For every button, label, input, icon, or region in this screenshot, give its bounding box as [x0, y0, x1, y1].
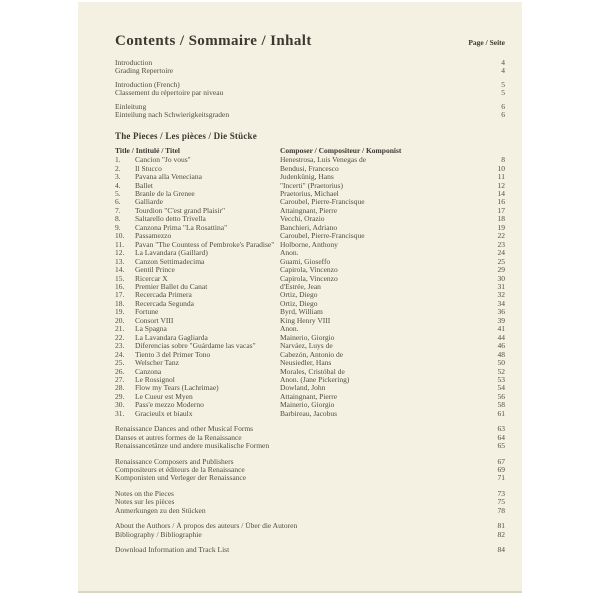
piece-title: La Lavandara Gagliarda [135, 333, 208, 342]
piece-title: Consort VIII [135, 316, 174, 325]
piece-row [115, 317, 505, 325]
piece-number: 14. [115, 265, 125, 275]
toc-group [115, 81, 505, 98]
piece-page: 14 [497, 188, 505, 198]
piece-page: 50 [497, 358, 505, 368]
toc-content [78, 2, 522, 555]
toc-group [115, 546, 505, 554]
toc-row [115, 458, 505, 466]
piece-number: 4. [115, 180, 121, 190]
piece-page: 25 [497, 256, 505, 266]
piece-page: 22 [497, 231, 505, 241]
toc-row-label: Renaissance Dances and other Musical Forms [115, 425, 254, 434]
piece-composer: Guami, Gioseffo [280, 257, 331, 266]
piece-number: 26. [115, 366, 125, 376]
piece-composer: Henestrosa, Luis Venegas de [280, 156, 367, 165]
toc-row [115, 507, 505, 515]
piece-title: Galliarde [135, 198, 163, 207]
piece-page: 41 [497, 324, 505, 334]
piece-title: La Spagna [135, 325, 167, 334]
piece-title: Pavana alla Veneciana [135, 173, 202, 182]
piece-composer: Morales, Cristóbal de [280, 367, 345, 376]
piece-composer: Barbireau, Jacobus [280, 409, 338, 418]
piece-title: Canzon Settimadecima [135, 257, 205, 266]
toc-group [115, 522, 505, 539]
piece-page: 10 [497, 163, 505, 173]
piece-number: 25. [115, 358, 125, 368]
piece-row [115, 249, 505, 257]
piece-composer: Attaingnant, Pierre [280, 392, 338, 401]
piece-composer: Vecchi, Orazio [280, 215, 325, 224]
piece-number: 5. [115, 188, 121, 198]
piece-page: 16 [497, 197, 505, 207]
toc-row-page: 78 [497, 505, 505, 515]
piece-row [115, 258, 505, 266]
piece-row [115, 275, 505, 283]
piece-composer: Mainerio, Giorgio [280, 333, 335, 342]
piece-composer: Ortiz, Diego [280, 291, 318, 300]
piece-composer: Holborne, Anthony [280, 240, 338, 249]
page-title: Contents / Sommaire / Inhalt [115, 33, 312, 49]
toc-group [115, 59, 505, 76]
toc-row-page: 63 [497, 424, 505, 434]
book-page [78, 2, 522, 593]
toc-row-label: Bibliography / Bibliographie [115, 530, 202, 539]
piece-number: 16. [115, 281, 125, 291]
piece-title: Fortune [135, 308, 159, 317]
piece-page: 31 [497, 281, 505, 291]
piece-title: La Lavandara (Gaillard) [135, 249, 208, 258]
piece-composer: Capirola, Vincenzo [280, 274, 338, 283]
toc-group [115, 490, 505, 515]
piece-title: Canzona [135, 367, 162, 376]
toc-row-page: 6 [501, 101, 505, 111]
page-column-label: Page / Seite [468, 38, 505, 47]
piece-title: Canzona Prima "La Rosattina" [135, 223, 228, 232]
piece-title: Branle de la Grenee [135, 189, 195, 198]
piece-page: 36 [497, 307, 505, 317]
piece-row [115, 224, 505, 232]
toc-row-label: Compositeurs et éditeurs de la Renaissance [115, 466, 245, 475]
piece-row [115, 198, 505, 206]
piece-number: 1. [115, 155, 121, 165]
piece-page: 23 [497, 239, 505, 249]
piece-row [115, 393, 505, 401]
piece-title: Ricercar X [135, 274, 168, 283]
piece-title: Passamezzo [135, 232, 172, 241]
pieces-section-heading: The Pieces / Les pièces / Die Stücke [115, 130, 257, 141]
toc-group [115, 103, 505, 120]
piece-page: 29 [497, 265, 505, 275]
piece-title: Recercada Primera [135, 291, 192, 300]
piece-row [115, 173, 505, 181]
piece-page: 54 [497, 383, 505, 393]
piece-title: Pavan "The Countess of Pembroke's Paradise" [135, 240, 275, 249]
toc-row-page: 4 [501, 66, 505, 76]
piece-number: 10. [115, 231, 125, 241]
toc-row-page: 73 [497, 488, 505, 498]
piece-title: Tourdion "C'est grand Plaisir" [135, 206, 226, 215]
front-matter-section [115, 59, 505, 120]
toc-row-label: About the Authors / À propos des auteurs / Über die Autoren [115, 522, 298, 531]
piece-row [115, 342, 505, 350]
piece-row [115, 410, 505, 418]
piece-title: Welscher Tanz [135, 359, 179, 368]
piece-title: Saltarello detto Trivella [135, 215, 206, 224]
piece-composer: Narváez, Luys de [280, 342, 333, 351]
piece-composer: King Henry VIII [280, 316, 331, 325]
column-header-title: Title / Intitulé / Titel [115, 145, 181, 155]
piece-row [115, 368, 505, 376]
toc-row-label: Download Information and Track List [115, 546, 230, 555]
toc-row [115, 490, 505, 498]
piece-title: Le Cueur est Myen [135, 392, 193, 401]
toc-row-page: 81 [497, 521, 505, 531]
toc-row-label: Renaissance Composers and Publishers [115, 457, 234, 466]
piece-row [115, 351, 505, 359]
piece-title: Tiento 3 del Primer Tono [135, 350, 211, 359]
piece-page: 18 [497, 214, 505, 224]
piece-composer: Dowland, John [280, 384, 326, 393]
toc-row-page: 5 [501, 79, 505, 89]
piece-page: 30 [497, 273, 505, 283]
piece-row [115, 207, 505, 215]
piece-number: 21. [115, 324, 125, 334]
piece-number: 6. [115, 197, 121, 207]
piece-page: 48 [497, 349, 505, 359]
piece-number: 20. [115, 315, 125, 325]
piece-composer: Anon. [280, 249, 299, 258]
toc-row-label: Grading Repertoire [115, 67, 174, 76]
toc-row [115, 67, 505, 75]
piece-title: Premier Ballet du Canat [135, 282, 208, 291]
toc-row-label: Einteilung nach Schwierigkeitsgraden [115, 111, 230, 120]
piece-number: 28. [115, 383, 125, 393]
piece-composer: Anon. (Jane Pickering) [280, 375, 350, 384]
piece-title: Pass'e mezzo Moderno [135, 401, 204, 410]
piece-row [115, 190, 505, 198]
piece-composer: Cabezón, Antonio de [280, 350, 344, 359]
piece-page: 24 [497, 248, 505, 258]
toc-row [115, 425, 505, 433]
piece-composer: Judenkünig, Hans [280, 173, 334, 182]
toc-row-label: Introduction [115, 59, 153, 67]
piece-number: 17. [115, 290, 125, 300]
piece-row [115, 359, 505, 367]
toc-group [115, 425, 505, 450]
piece-number: 24. [115, 349, 125, 359]
toc-row-label: Einleitung [115, 102, 147, 111]
toc-row-page: 69 [497, 465, 505, 475]
piece-title: Le Rossignol [135, 375, 175, 384]
piece-number: 15. [115, 273, 125, 283]
piece-composer: Attaingnant, Pierre [280, 206, 338, 215]
toc-row-page: 71 [497, 473, 505, 483]
toc-row-page: 6 [501, 110, 505, 120]
piece-page: 44 [497, 332, 505, 342]
piece-title: Ballet [135, 181, 153, 190]
piece-title: Gentil Prince [135, 266, 175, 275]
toc-row-page: 4 [501, 58, 505, 67]
piece-title: Flow my Tears (Lachrimae) [135, 384, 219, 393]
toc-row-page: 64 [497, 432, 505, 442]
piece-row [115, 182, 505, 190]
toc-row-label: Renaissancetänze und andere musikalische Formen [115, 442, 270, 451]
piece-row [115, 291, 505, 299]
toc-row [115, 522, 505, 530]
piece-title: Gracieulx et biaulx [135, 409, 193, 418]
piece-number: 22. [115, 332, 125, 342]
toc-header [115, 33, 505, 50]
toc-row [115, 111, 505, 119]
piece-composer: Ortiz, Diego [280, 299, 318, 308]
back-matter-section [115, 425, 505, 554]
piece-number: 9. [115, 222, 121, 232]
piece-page: 8 [501, 155, 505, 165]
piece-composer: Byrd, William [280, 308, 323, 317]
toc-row-label: Classement du répertoire par niveau [115, 89, 224, 98]
piece-number: 3. [115, 172, 121, 182]
piece-number: 31. [115, 408, 125, 418]
piece-composer: Capirola, Vincenzo [280, 266, 338, 275]
piece-composer: Banchieri, Adriano [280, 223, 338, 232]
toc-row-label: Notes on the Pieces [115, 489, 174, 498]
toc-row [115, 434, 505, 442]
piece-composer: Anon. [280, 325, 299, 334]
piece-number: 27. [115, 374, 125, 384]
piece-row [115, 300, 505, 308]
piece-title: Il Stucco [135, 164, 162, 173]
piece-composer: d'Estrée, Jean [280, 282, 321, 291]
piece-number: 7. [115, 205, 121, 215]
piece-page: 53 [497, 374, 505, 384]
toc-row [115, 546, 505, 554]
piece-row [115, 384, 505, 392]
toc-row-page: 75 [497, 497, 505, 507]
toc-row-label: Notes sur les pièces [115, 498, 175, 507]
toc-row [115, 59, 505, 67]
toc-row-page: 67 [497, 456, 505, 466]
toc-row [115, 103, 505, 111]
toc-row [115, 531, 505, 539]
piece-number: 13. [115, 256, 125, 266]
piece-page: 46 [497, 341, 505, 351]
piece-page: 17 [497, 205, 505, 215]
piece-page: 11 [497, 172, 505, 182]
piece-page: 39 [497, 315, 505, 325]
toc-row [115, 466, 505, 474]
toc-row-label: Danses et autres formes de la Renaissance [115, 433, 242, 442]
piece-title: Cancion "Jo vous" [135, 156, 191, 165]
piece-number: 23. [115, 341, 125, 351]
piece-number: 18. [115, 298, 125, 308]
piece-page: 34 [497, 298, 505, 308]
piece-composer: Praetorius, Michael [280, 189, 339, 198]
toc-row-page: 82 [497, 529, 505, 539]
piece-row [115, 308, 505, 316]
piece-composer: Neusiedler, Hans [280, 359, 332, 368]
piece-composer: "Incerti" (Praetorius) [280, 181, 343, 190]
toc-row [115, 474, 505, 482]
piece-row [115, 325, 505, 333]
toc-row-label: Komponisten und Verleger der Renaissance [115, 474, 247, 483]
piece-page: 32 [497, 290, 505, 300]
toc-row-page: 65 [497, 441, 505, 451]
piece-title: Recercada Segunda [135, 299, 194, 308]
piece-composer: Mainerio, Giorgio [280, 401, 335, 410]
toc-row [115, 498, 505, 506]
toc-row [115, 442, 505, 450]
piece-number: 30. [115, 400, 125, 410]
toc-row [115, 89, 505, 97]
piece-page: 61 [497, 408, 505, 418]
pieces-column-headers [115, 147, 505, 155]
piece-row [115, 283, 505, 291]
piece-number: 12. [115, 248, 125, 258]
piece-row [115, 165, 505, 173]
piece-row [115, 215, 505, 223]
piece-page: 19 [497, 222, 505, 232]
piece-row [115, 241, 505, 249]
piece-number: 8. [115, 214, 121, 224]
toc-row [115, 81, 505, 89]
piece-row [115, 156, 505, 164]
toc-row-label: Introduction (French) [115, 80, 180, 89]
piece-composer: Bendusi, Francesco [280, 164, 339, 173]
piece-number: 11. [115, 239, 125, 249]
toc-row-page: 5 [501, 88, 505, 98]
piece-row [115, 334, 505, 342]
piece-number: 2. [115, 163, 121, 173]
piece-composer: Caroubel, Pierre-Francisque [280, 198, 365, 207]
piece-row [115, 266, 505, 274]
piece-page: 58 [497, 400, 505, 410]
toc-row-page: 84 [497, 545, 505, 555]
column-header-composer: Composer / Compositeur / Komponist [280, 145, 402, 155]
piece-page: 56 [497, 391, 505, 401]
piece-title: Diferencias sobre "Guárdame las vacas" [135, 342, 256, 351]
toc-row-label: Anmerkungen zu den Stücken [115, 506, 206, 515]
piece-row [115, 376, 505, 384]
piece-number: 19. [115, 307, 125, 317]
pieces-list [115, 156, 505, 418]
toc-group [115, 458, 505, 483]
piece-number: 29. [115, 391, 125, 401]
piece-row [115, 232, 505, 240]
piece-page: 12 [497, 180, 505, 190]
piece-page: 52 [497, 366, 505, 376]
piece-row [115, 401, 505, 409]
piece-composer: Caroubel, Pierre-Francisque [280, 232, 365, 241]
